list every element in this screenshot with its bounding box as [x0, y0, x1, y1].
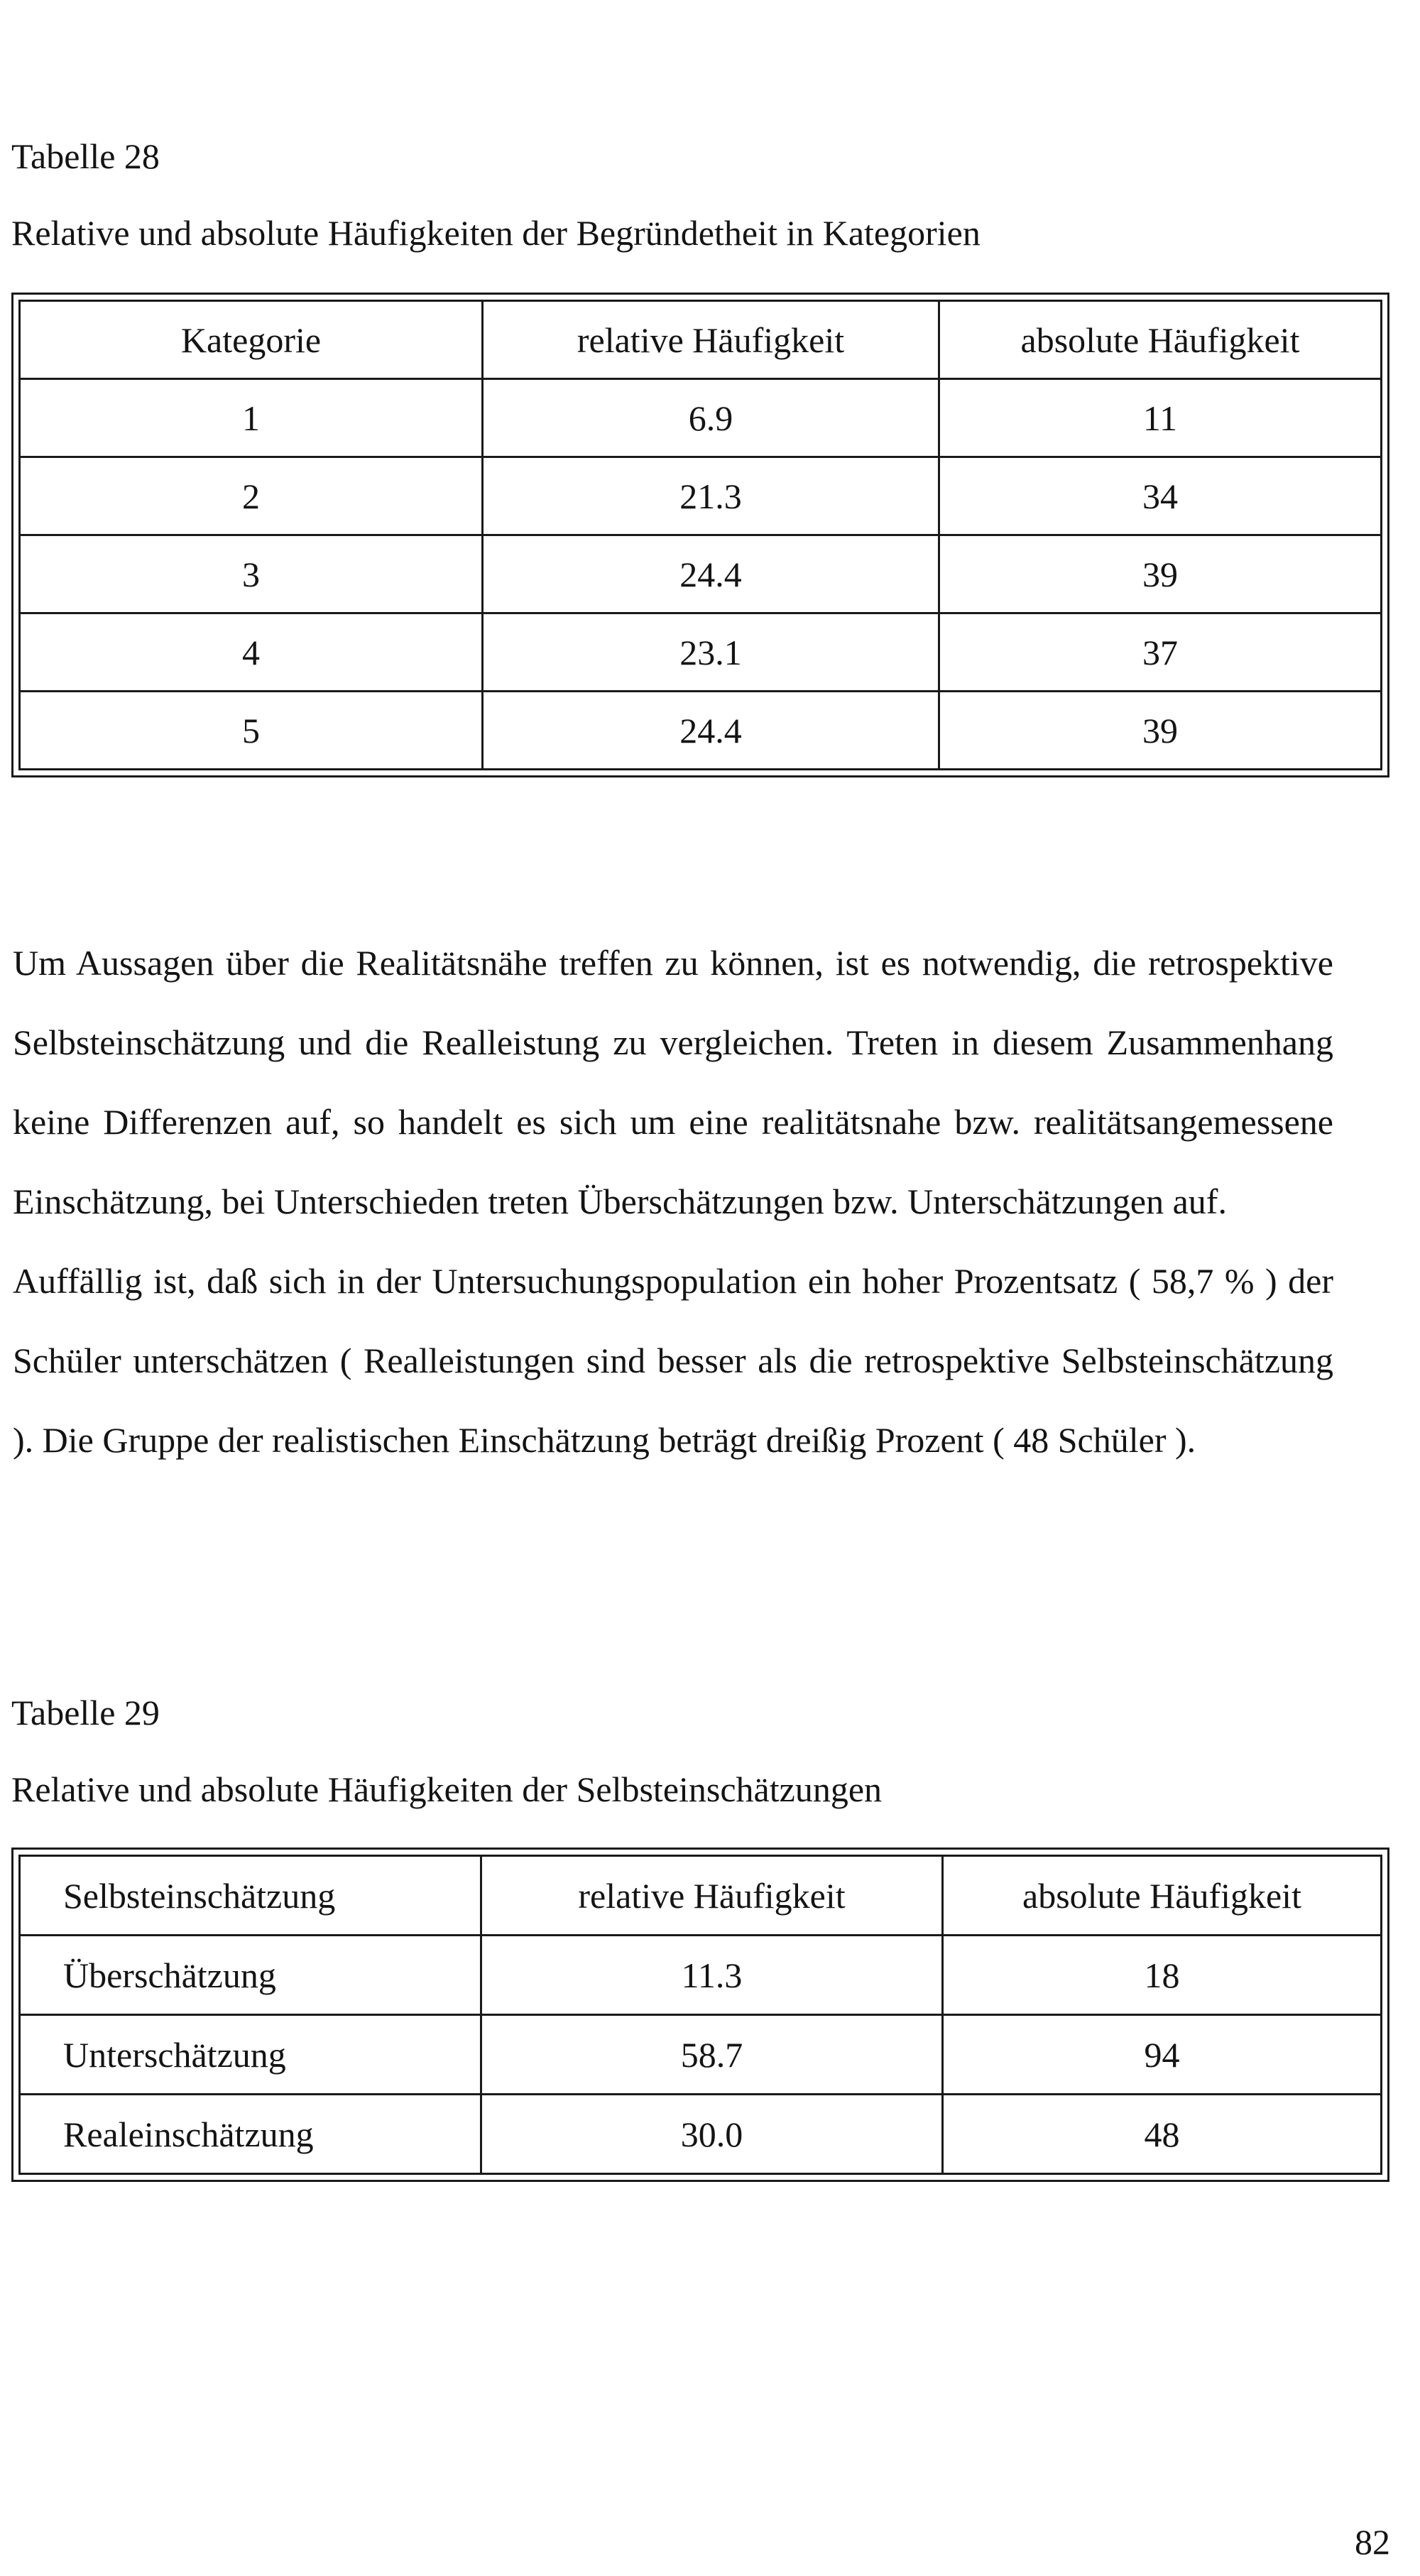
paragraph-unterschaetzung: Auffällig ist, daß sich in der Untersuchungspopulation ein hoher Prozentsatz ( 58,7 % ) der Schüler unterschätzen ( Realleistungen sind besser als die retrospektive Selbsteinschätzung ). Die Gruppe der realistischen Einschätzung beträgt dreißig Prozent ( 48 Schüler ). — [13, 1261, 1333, 1460]
table-28-label: Tabelle 28 — [11, 136, 160, 176]
table-cell: 39 — [939, 692, 1382, 770]
table-cell: 18 — [943, 1936, 1382, 2015]
table-cell: 11.3 — [481, 1936, 943, 2015]
table-28 — [11, 293, 1389, 777]
table-row — [20, 535, 1382, 613]
table-cell: 5 — [20, 692, 483, 770]
table-cell: 2 — [20, 457, 483, 535]
table-cell: 11 — [939, 379, 1382, 457]
table-29 — [11, 1848, 1389, 2182]
table-cell: Unterschätzung — [20, 2015, 481, 2095]
table-header-row — [20, 301, 1382, 379]
body-text — [13, 923, 1333, 1480]
table-cell: 24.4 — [483, 692, 939, 770]
table-cell: Realeinschätzung — [20, 2095, 481, 2174]
table-cell: 48 — [943, 2095, 1382, 2174]
table-header-cell: Kategorie — [20, 301, 483, 379]
table-28-caption: Relative und absolute Häufigkeiten der Begründetheit in Kategorien — [11, 213, 981, 253]
table-cell: 1 — [20, 379, 483, 457]
table-row — [20, 692, 1382, 770]
table-cell: 58.7 — [481, 2015, 943, 2095]
page-number: 82 — [1355, 2522, 1390, 2562]
table-header-cell: absolute Häufigkeit — [939, 301, 1382, 379]
table-row — [20, 1936, 1382, 2015]
table-cell: 3 — [20, 535, 483, 613]
table-cell: 6.9 — [483, 379, 939, 457]
table-cell: 24.4 — [483, 535, 939, 613]
table-row — [20, 2015, 1382, 2095]
table-cell: 39 — [939, 535, 1382, 613]
table-header-cell: Selbsteinschätzung — [20, 1856, 481, 1936]
table-row — [20, 457, 1382, 535]
table-cell: 37 — [939, 613, 1382, 692]
table-cell: 34 — [939, 457, 1382, 535]
table-cell: 94 — [943, 2015, 1382, 2095]
table-row — [20, 379, 1382, 457]
table-cell: 4 — [20, 613, 483, 692]
table-row — [20, 2095, 1382, 2174]
table-cell: Überschätzung — [20, 1936, 481, 2015]
table-cell: 23.1 — [483, 613, 939, 692]
table-29-label: Tabelle 29 — [11, 1693, 160, 1732]
table-header-cell: relative Häufigkeit — [481, 1856, 943, 1936]
table-header-cell: absolute Häufigkeit — [943, 1856, 1382, 1936]
table-cell: 21.3 — [483, 457, 939, 535]
table-row — [20, 613, 1382, 692]
table-29-caption: Relative und absolute Häufigkeiten der Selbsteinschätzungen — [11, 1769, 883, 1809]
paragraph-realitaetsnaehe: Um Aussagen über die Realitätsnähe treffen zu können, ist es notwendig, die retrospektive Selbsteinschätzung und die Realleistung zu vergleichen. Treten in diesem Zusammenhang keine Differenzen auf, so handelt es sich um eine realitätsnahe bzw. realitätsangemessene Einschätzung, bei Unterschieden treten Überschätzungen bzw. Unterschätzungen auf. — [13, 943, 1333, 1221]
table-cell: 30.0 — [481, 2095, 943, 2174]
table-header-cell: relative Häufigkeit — [483, 301, 939, 379]
table-header-row — [20, 1856, 1382, 1936]
